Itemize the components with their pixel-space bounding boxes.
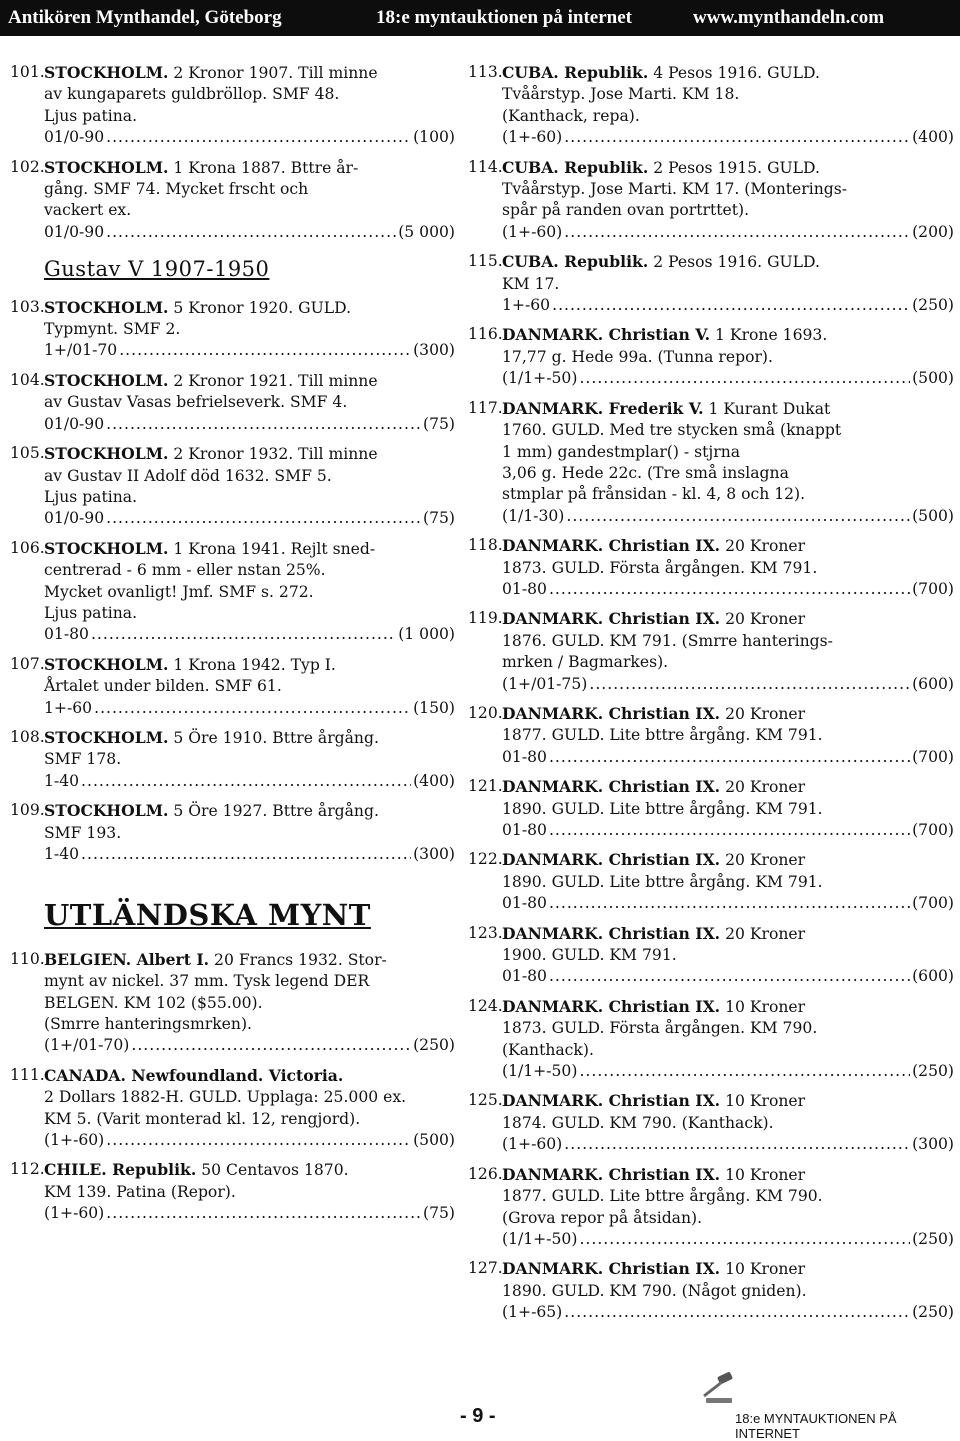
lot-estimate-price: (300)	[413, 341, 455, 360]
lot-grade: 01-80	[44, 625, 89, 644]
lot-estimate-price: (500)	[413, 1131, 455, 1150]
lot-estimate-price: (200)	[912, 222, 954, 241]
dot-leader	[564, 1134, 910, 1155]
lot-description-line: 1890. GULD. KM 790. (Något gniden).	[502, 1281, 807, 1300]
lot-item	[10, 1159, 455, 1224]
lot-item	[468, 703, 954, 768]
dot-leader	[106, 414, 421, 435]
lot-description-line: 2 Kronor 1921. Till minne	[173, 371, 378, 390]
lot-estimate-price: (250)	[413, 1036, 455, 1055]
lot-number: 103.	[10, 297, 45, 316]
lot-heading: DANMARK. Christian IX.	[502, 1164, 721, 1184]
lot-grade: (1/1+-50)	[502, 369, 578, 388]
lot-description-line: 10 Kroner	[725, 1260, 806, 1279]
header-website[interactable]: www.mynthandeln.com	[693, 7, 885, 28]
lot-description-line: 1874. GULD. KM 790. (Kanthack).	[502, 1113, 774, 1132]
lot-number: 113.	[468, 63, 503, 81]
left-column	[10, 62, 455, 1233]
lot-description-line: 2 Kronor 1932. Till minne	[173, 445, 378, 464]
lot-description-line: 1876. GULD. KM 791. (Smrre hanterings-	[502, 631, 833, 650]
lot-grade: 01-80	[502, 967, 547, 986]
lot-heading: STOCKHOLM.	[44, 157, 169, 177]
lot-description-line: Typmynt. SMF 2.	[44, 320, 181, 339]
lot-estimate-price: (75)	[422, 509, 455, 528]
lot-item	[468, 251, 954, 316]
lot-number: 122.	[468, 850, 503, 869]
lot-description-line: vackert ex.	[44, 201, 132, 220]
lot-description-line: BELGEN. KM 102 ($55.00).	[44, 993, 263, 1012]
lot-heading: STOCKHOLM.	[44, 370, 169, 390]
lot-description-line: (Kanthack).	[502, 1040, 594, 1059]
lot-description-line: spår på randen ovan portrttet).	[502, 201, 750, 220]
lot-item	[10, 370, 455, 435]
lot-estimate-price: (300)	[413, 845, 455, 863]
lot-description-line: 1 Krone 1693.	[715, 326, 828, 345]
dot-leader	[131, 1035, 411, 1056]
lot-grade: (1+/01-75)	[502, 674, 588, 693]
lot-description-line: av kungaparets guldbröllop. SMF 48.	[44, 85, 340, 104]
lot-number: 118.	[468, 536, 503, 555]
dot-leader	[589, 674, 910, 695]
lot-grade: (1+-65)	[502, 1303, 563, 1322]
lot-item	[468, 62, 954, 149]
lot-heading: STOCKHOLM.	[44, 444, 169, 464]
lot-item	[468, 776, 954, 841]
lot-description-line: 1873. GULD. Första årgången. KM 791.	[502, 558, 818, 577]
lot-item	[10, 62, 455, 149]
lot-item	[468, 1090, 954, 1155]
lot-item	[468, 157, 954, 244]
lot-item	[468, 324, 954, 389]
dot-leader	[564, 1302, 910, 1323]
lot-grade: 1+-60	[502, 296, 551, 315]
lot-description-line: 10 Kroner	[725, 997, 806, 1016]
lot-grade: (1+-60)	[502, 1135, 563, 1154]
lot-description-line: 2 Pesos 1916. GULD.	[653, 253, 820, 272]
lot-heading: STOCKHOLM.	[44, 727, 169, 747]
lot-heading: STOCKHOLM.	[44, 63, 169, 82]
lot-number: 120.	[468, 703, 503, 722]
lot-description-line: Ljus patina.	[44, 106, 138, 125]
lot-estimate-price: (500)	[912, 369, 954, 388]
lot-item	[10, 443, 455, 530]
lot-estimate-price: (700)	[912, 821, 954, 839]
lot-grade: 01-80	[502, 821, 547, 839]
lot-grade: 01/0-90	[44, 509, 105, 528]
lot-grade: (1/1-30)	[502, 506, 565, 525]
lot-estimate-price: (400)	[912, 128, 954, 147]
lot-number: 114.	[468, 157, 503, 176]
lot-grade: (1+-60)	[44, 1204, 105, 1223]
lot-description-line: KM 139. Patina (Repor).	[44, 1182, 236, 1201]
lot-grade: 1+/01-70	[44, 341, 118, 360]
lot-item	[10, 1065, 455, 1152]
dot-leader	[564, 127, 910, 148]
gavel-icon	[698, 1372, 738, 1406]
lot-number: 127.	[468, 1259, 503, 1278]
lot-heading: DANMARK. Christian IX.	[502, 609, 721, 629]
lot-grade: 1-40	[44, 771, 80, 790]
lot-grade: 1+-60	[44, 698, 93, 717]
lot-description-line: Ljus patina.	[44, 603, 138, 622]
lot-description-line: 17,77 g. Hede 99a. (Tunna repor).	[502, 347, 773, 366]
dot-leader	[106, 508, 421, 529]
lot-item	[10, 538, 455, 646]
lot-item	[10, 157, 455, 244]
lot-estimate-price: (75)	[422, 1204, 455, 1223]
dot-leader	[566, 506, 910, 527]
dot-leader	[81, 844, 411, 865]
dot-leader	[579, 1229, 910, 1250]
lot-heading: STOCKHOLM.	[44, 654, 169, 674]
lot-item	[468, 398, 954, 527]
dot-leader	[579, 1061, 910, 1082]
lot-grade: (1+/01-70)	[44, 1036, 130, 1055]
lot-description-line: 20 Kroner	[725, 924, 806, 943]
lot-description-line: centrerad - 6 mm - eller nstan 25%.	[44, 561, 326, 580]
lot-description-line: 2 Pesos 1915. GULD.	[653, 158, 820, 177]
dot-leader	[549, 579, 910, 600]
lot-description-line: 1 Krona 1887. Bttre år-	[173, 158, 359, 177]
lot-estimate-price: (250)	[912, 1303, 954, 1322]
lot-description-line: 20 Kroner	[725, 778, 806, 797]
lot-number: 124.	[468, 996, 503, 1015]
lot-description-line: gång. SMF 74. Mycket frscht och	[44, 180, 309, 199]
lot-description-line: 5 Öre 1910. Bttre årgång.	[173, 728, 379, 747]
lot-description-line: 1890. GULD. Lite bttre årgång. KM 791.	[502, 872, 823, 891]
lot-description-line: (Kanthack, repa).	[502, 106, 640, 125]
lot-description-line: av Gustav II Adolf död 1632. SMF 5.	[44, 466, 332, 485]
lot-grade: 01-80	[502, 579, 547, 598]
lot-grade: 01/0-90	[44, 128, 105, 147]
dot-leader	[579, 368, 910, 389]
dot-leader	[549, 747, 910, 768]
lot-description-line: 5 Öre 1927. Bttre årgång.	[173, 802, 379, 821]
dot-leader	[81, 771, 411, 792]
lot-number: 108.	[10, 727, 45, 746]
page-number: - 9 -	[460, 1405, 496, 1427]
lot-grade: (1+-60)	[502, 128, 563, 147]
lot-heading: STOCKHOLM.	[44, 801, 169, 821]
lot-grade: (1/1+-50)	[502, 1229, 578, 1248]
lot-estimate-price: (250)	[912, 1062, 954, 1081]
lot-estimate-price: (300)	[912, 1135, 954, 1154]
lot-description-line: mrken / Bagmarkes).	[502, 653, 669, 672]
lot-number: 106.	[10, 538, 45, 557]
lot-grade: 01/0-90	[44, 222, 105, 241]
lot-estimate-price: (1 000)	[398, 625, 455, 644]
lot-item	[10, 800, 455, 865]
lot-estimate-price: (600)	[912, 967, 954, 986]
lot-number: 104.	[10, 370, 45, 389]
lot-estimate-price: (700)	[912, 894, 954, 913]
lot-number: 117.	[468, 398, 503, 417]
dot-leader	[106, 1203, 421, 1224]
right-column	[468, 62, 954, 1332]
lot-description-line: KM 17.	[502, 274, 560, 293]
lot-number: 115.	[468, 252, 503, 271]
lot-estimate-price: (5 000)	[398, 222, 455, 241]
lot-description-line: 1760. GULD. Med tre stycken små (knappt	[502, 421, 842, 440]
footer-title: 18:e MYNTAUKTIONEN PÅ INTERNET	[735, 1411, 897, 1441]
lot-estimate-price: (500)	[912, 506, 954, 525]
lot-item	[10, 949, 455, 1057]
lot-description-line: Ljus patina.	[44, 487, 138, 506]
dot-leader	[106, 222, 396, 243]
lot-description-line: 1 Krona 1941. Rejlt sned-	[173, 539, 376, 558]
lot-description-line: (Grova repor på åtsidan).	[502, 1208, 703, 1227]
lot-number: 101.	[10, 63, 45, 81]
lot-description-line: Tvåårstyp. Jose Marti. KM 18.	[502, 85, 740, 104]
lot-item	[468, 923, 954, 988]
lot-description-line: 20 Kroner	[725, 537, 806, 556]
lot-estimate-price: (75)	[422, 414, 455, 433]
lot-description-line: 1 Kurant Dukat	[708, 399, 831, 418]
lot-item	[468, 1258, 954, 1323]
lot-description-line: 20 Kroner	[725, 704, 806, 723]
lot-description-line: (Smrre hanteringsmrken).	[44, 1015, 252, 1034]
section-heading-utlandska-mynt: UTLÄNDSKA MYNT	[44, 898, 371, 933]
lot-number: 102.	[10, 157, 45, 176]
lot-heading: DANMARK. Christian IX.	[502, 536, 721, 556]
dot-leader	[119, 340, 411, 361]
lot-description-line: 1890. GULD. Lite bttre årgång. KM 791.	[502, 799, 823, 818]
lot-item	[10, 727, 455, 792]
lot-grade: (1/1+-50)	[502, 1062, 578, 1081]
dot-leader	[106, 1130, 411, 1151]
lot-heading: DANMARK. Christian IX.	[502, 1259, 721, 1279]
lot-number: 110.	[10, 949, 45, 968]
lot-description-line: Mycket ovanligt! Jmf. SMF s. 272.	[44, 582, 314, 601]
lot-item	[468, 849, 954, 914]
lot-heading: STOCKHOLM.	[44, 297, 169, 317]
lot-heading: CUBA. Republik.	[502, 252, 649, 272]
lot-grade: 01/0-90	[44, 414, 105, 433]
lot-grade: 01-80	[502, 894, 547, 913]
lot-heading: CUBA. Republik.	[502, 63, 649, 82]
lot-number: 116.	[468, 325, 503, 344]
dot-leader	[91, 624, 396, 645]
lot-number: 111.	[10, 1065, 45, 1084]
lot-heading: DANMARK. Christian IX.	[502, 777, 721, 797]
lot-grade: (1+-60)	[44, 1131, 105, 1150]
dot-leader	[549, 820, 910, 841]
dot-leader	[564, 222, 910, 243]
lot-number: 112.	[10, 1160, 45, 1179]
lot-heading: CUBA. Republik.	[502, 157, 649, 177]
lot-number: 123.	[468, 923, 503, 942]
header-auction-title: 18:e myntauktionen på internet	[376, 7, 632, 28]
lot-number: 125.	[468, 1091, 503, 1110]
lot-heading: DANMARK. Christian IX.	[502, 996, 721, 1016]
lot-estimate-price: (400)	[413, 771, 455, 790]
lot-description-line: mynt av nickel. 37 mm. Tysk legend DER	[44, 972, 370, 991]
lot-heading: DANMARK. Christian IX.	[502, 923, 721, 943]
lot-description-line: 50 Centavos 1870.	[201, 1161, 349, 1180]
lot-grade: (1+-60)	[502, 222, 563, 241]
dot-leader	[549, 893, 910, 914]
lot-estimate-price: (700)	[912, 747, 954, 766]
lot-description-line: SMF 193.	[44, 823, 122, 842]
lot-description-line: Årtalet under bilden. SMF 61.	[44, 677, 282, 696]
lot-estimate-price: (150)	[413, 698, 455, 717]
lot-estimate-price: (700)	[912, 579, 954, 598]
lot-description-line: 10 Kroner	[725, 1165, 806, 1184]
lot-heading: CANADA. Newfoundland. Victoria.	[44, 1065, 344, 1085]
lot-heading: BELGIEN. Albert I.	[44, 949, 210, 969]
lot-heading: STOCKHOLM.	[44, 538, 169, 558]
lot-description-line: SMF 178.	[44, 750, 122, 769]
dot-leader	[552, 295, 910, 316]
lot-number: 119.	[468, 609, 503, 628]
lot-description-line: KM 5. (Varit monterad kl. 12, rengjord).	[44, 1109, 361, 1128]
lot-description-line: 3,06 g. Hede 22c. (Tre små inslagna	[502, 463, 789, 482]
header-banner	[0, 0, 960, 36]
lot-description-line: 20 Francs 1932. Stor-	[214, 950, 387, 969]
lot-estimate-price: (250)	[912, 296, 954, 315]
lot-description-line: 5 Kronor 1920. GULD.	[173, 298, 352, 317]
lot-item	[468, 1164, 954, 1251]
lot-description-line: 4 Pesos 1916. GULD.	[653, 64, 820, 82]
lot-estimate-price: (100)	[413, 128, 455, 147]
dot-leader	[106, 127, 411, 148]
lot-description-line: 20 Kroner	[725, 610, 806, 629]
lot-description-line: 1873. GULD. Första årgången. KM 790.	[502, 1019, 818, 1038]
lot-description-line: 2 Kronor 1907. Till minne	[173, 64, 378, 82]
lot-description-line: 20 Kroner	[725, 851, 806, 870]
lot-description-line: av Gustav Vasas befrielseverk. SMF 4.	[44, 393, 348, 412]
lot-grade: 1-40	[44, 845, 80, 863]
lot-description-line: Tvåårstyp. Jose Marti. KM 17. (Monterings-	[502, 180, 847, 199]
lot-number: 126.	[468, 1164, 503, 1183]
lot-number: 107.	[10, 654, 45, 673]
lot-description-line: 1877. GULD. Lite bttre årgång. KM 791.	[502, 726, 823, 745]
lot-item	[468, 535, 954, 600]
lot-heading: DANMARK. Christian IX.	[502, 703, 721, 723]
lot-number: 121.	[468, 777, 503, 796]
lot-estimate-price: (600)	[912, 674, 954, 693]
dot-leader	[94, 698, 411, 719]
header-company: Antikören Mynthandel, Göteborg	[8, 7, 282, 28]
lot-number: 105.	[10, 444, 45, 463]
lot-heading: DANMARK. Christian IX.	[502, 850, 721, 870]
dot-leader	[549, 966, 910, 987]
lot-description-line: 1 Krona 1942. Typ I.	[173, 655, 336, 674]
lot-description-line: 2 Dollars 1882-H. GULD. Upplaga: 25.000 ex.	[44, 1088, 407, 1107]
lot-item	[10, 654, 455, 719]
lot-number: 109.	[10, 801, 45, 820]
lot-heading: DANMARK. Christian V.	[502, 325, 711, 345]
lot-description-line: 10 Kroner	[725, 1092, 806, 1111]
lot-heading: DANMARK. Frederik V.	[502, 398, 704, 418]
lot-heading: CHILE. Republik.	[44, 1160, 197, 1180]
lot-description-line: 1877. GULD. Lite bttre årgång. KM 790.	[502, 1187, 823, 1206]
lot-heading: DANMARK. Christian IX.	[502, 1091, 721, 1111]
section-heading-gustav-v: Gustav V 1907-1950	[44, 257, 270, 282]
lot-description-line: 1 mm) gandestmplar() - stjrna	[502, 442, 741, 461]
lot-item	[468, 996, 954, 1083]
lot-estimate-price: (250)	[912, 1229, 954, 1248]
lot-item	[10, 297, 455, 362]
lot-description-line: 1900. GULD. KM 791.	[502, 946, 677, 965]
lot-description-line: stmplar på frånsidan - kl. 4, 8 och 12).	[502, 485, 806, 504]
lot-item	[468, 608, 954, 695]
lot-grade: 01-80	[502, 747, 547, 766]
